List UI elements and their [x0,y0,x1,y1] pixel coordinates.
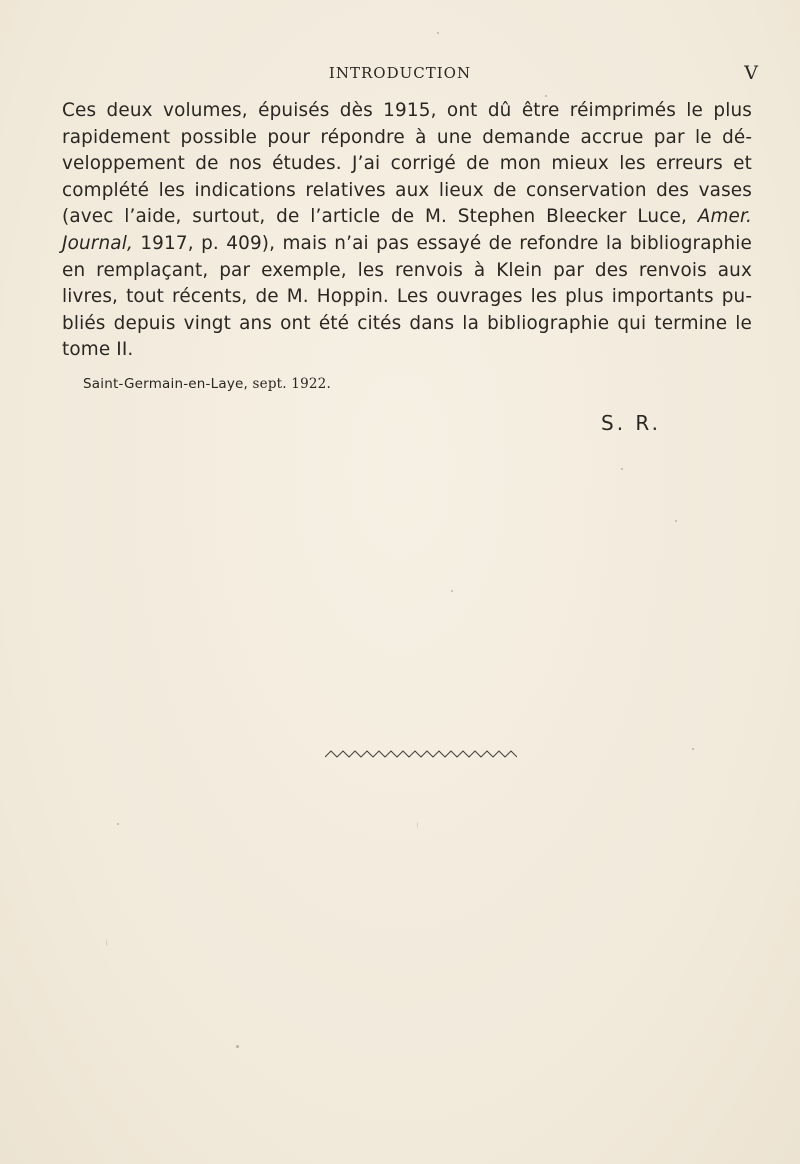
body-text-part-1: Ces deux volumes, épuisés dès 1915, ont dû être réimprimés le plus rapidement possible pour répondre à une demande accrue par le développement de nos études. J’ai corrigé de mon mieux les erreurs et complété les indications relatives aux lieux de conservation des vases (avec l’aide, surtout, de l’article de M. Stephen Bleecker Luce, [62,100,752,228]
paper-speck [437,32,439,34]
paper-speck [692,748,694,750]
paper-speck [417,822,418,828]
page-number: V [744,62,758,84]
signature-initials: S. R. [601,411,661,435]
zigzag-rule-ornament-icon [325,748,517,760]
paper-speck [236,1045,239,1048]
paper-speck [451,590,453,592]
place: Saint-Germain-en-Laye, [83,376,249,392]
paper-speck [106,940,107,946]
paper-speck [675,520,677,522]
body-text-part-2: 1917, p. 409), mais n’ai pas essayé de refondre la bibliographie en remplaçant, par exemple, les renvois à Klein par des renvois aux livres, tout récents, de M. Hoppin. Les ouvrages les plus importants publiés depuis vingt ans ont été cités dans la bibliographie qui termine le tome II. [62,232,752,361]
body-paragraph [62,98,752,364]
place-date [83,376,331,392]
paper-speck [545,95,547,97]
running-head [0,64,800,88]
paper-speck [621,468,623,470]
date: sept. 1922. [252,376,331,392]
paper-speck [117,823,119,825]
running-title: INTRODUCTION [328,64,472,82]
journal-title: Amer. Journal, [62,206,752,254]
